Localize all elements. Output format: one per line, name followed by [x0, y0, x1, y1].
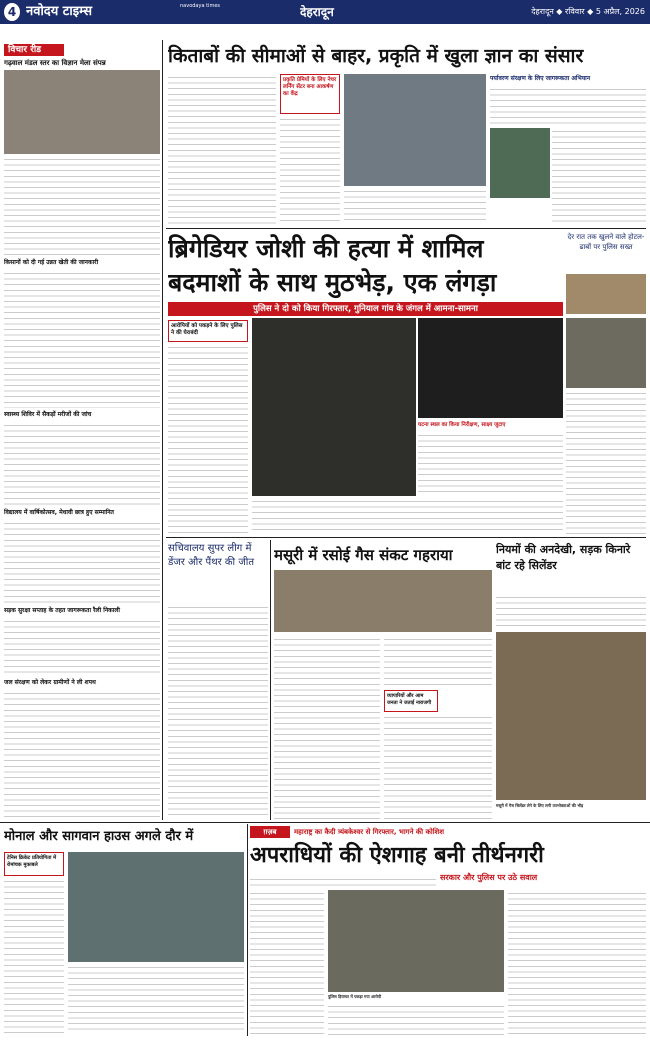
- left-story5-title: सड़क सुरक्षा सप्ताह के तहत जागरूकता रैली निकाली: [4, 607, 120, 614]
- city-label: देहरादून: [300, 5, 334, 19]
- league-divider: [270, 540, 271, 820]
- right-crowd-photo: [566, 318, 646, 388]
- museum-box: प्रकृति प्रेमियों के लिए नेचर लर्निंग सेंटर बना आकर्षण का केंद्र: [280, 74, 340, 114]
- left-story1-body: [4, 156, 160, 256]
- right-teaser: देर रात तक खुलने वाले होटल-ढाबों पर पुलिस सख्त: [567, 233, 645, 251]
- bottom-body-col3: [508, 890, 646, 1036]
- mussoorie-body1: [274, 636, 380, 820]
- cylinder-body: [496, 594, 646, 630]
- top-story-rule: [166, 228, 646, 229]
- top-story-body-left: [168, 74, 276, 224]
- bottom-rule: [0, 822, 650, 823]
- right-story-body: [566, 390, 646, 534]
- main-headline-line1: ब्रिगेडियर जोशी की हत्या में शामिल: [168, 234, 484, 263]
- league-body: [168, 604, 268, 820]
- left-column-tag: विचार रीड: [4, 44, 64, 56]
- issue-date: देहरादून ◆ रविवार ◆ 5 अप्रैल, 2026: [531, 7, 645, 16]
- left-story1-title: गढ़वाल मंडल स्तर का विज्ञान मेला संपन्न: [4, 59, 106, 67]
- main-photo-night: [418, 318, 563, 418]
- top-story-body-bottom: [344, 188, 486, 224]
- cricket-photo: [68, 852, 244, 962]
- mussoorie-body3: [384, 714, 492, 820]
- small-brand: navodaya times: [180, 3, 221, 9]
- main-story-bottom: [252, 498, 563, 534]
- bottom-left-body: [4, 878, 64, 1034]
- left-story6-title: जल संरक्षण को लेकर ग्रामीणों ने ली शपथ: [4, 679, 96, 686]
- main-box: आरोपियों को पकड़ने के लिए पुलिस ने की घेराबंदी: [168, 320, 248, 342]
- main-inset: घटना स्थल का किया निरीक्षण, साक्ष्य जुटाए: [418, 422, 506, 428]
- cylinder-photo: [496, 632, 646, 800]
- top-story-body-mid: [280, 116, 340, 224]
- mussoorie-headline: मसूरी में रसोई गैस संकट गहराया: [274, 546, 453, 564]
- left-story6-body: [4, 690, 160, 820]
- right-teaser-photo: [566, 274, 646, 314]
- arrest-photo-caption: पुलिस हिरासत में पकड़ा गया आरोपी: [328, 994, 382, 999]
- cylinder-photo-caption: मसूरी में गैस सिलेंडर लेने के लिए लगी उपभोक्ताओं की भीड़: [496, 803, 584, 808]
- main-photo-police: [252, 318, 416, 496]
- mussoorie-body2: [384, 636, 492, 688]
- main-headline-line2: बदमाशों के साथ मुठभेड़, एक लंगड़ा: [168, 268, 497, 297]
- left-story2-body: [4, 270, 160, 408]
- masthead: [0, 0, 650, 24]
- cylinder-headline: नियमों की अनदेखी, सड़क किनारे बांट रहे सिलेंडर: [496, 543, 631, 572]
- bottom-left-sub: टेनिस क्रिकेट प्रतियोगिता में रोमांचक मुकाबले: [4, 852, 64, 876]
- left-group-photo: [4, 70, 160, 154]
- bottom-left-headline: मोनाल और सागवान हाउस अगले दौर में: [4, 829, 194, 844]
- mussoorie-inset: व्यापारियों और आम जनता ने जताई नाराजगी: [384, 690, 438, 712]
- main-subhead: पुलिस ने दो को किया गिरफ्तार, गुनियाल गांव के जंगल में आमना-सामना: [168, 302, 563, 316]
- right-top-title: पर्यावरण संरक्षण के लिए जागरूकता अभियान: [490, 75, 591, 82]
- bottom-left-body2: [68, 964, 244, 1034]
- bottom-headline: अपराधियों की ऐशगाह बनी तीर्थनगरी: [250, 843, 544, 868]
- right-top-body2: [552, 128, 646, 224]
- museum-photo: [344, 74, 486, 186]
- right-top-body: [490, 86, 646, 126]
- bottom-body-left: [250, 876, 436, 888]
- arrest-photo: [328, 890, 504, 992]
- left-story2-title: किसानों को दी गई उन्नत खेती की जानकारी: [4, 259, 99, 266]
- paper-name: नवोदय टाइम्स: [26, 4, 93, 19]
- left-column-divider: [162, 40, 163, 820]
- bottom-tag: ग़ज़ब: [250, 826, 290, 838]
- mussoorie-photo: [274, 570, 492, 632]
- main-story-rule: [166, 537, 646, 538]
- left-story3-body: [4, 422, 160, 506]
- main-story-col1: [168, 344, 248, 534]
- left-story4-title: विद्यालय में वार्षिकोत्सव, मेधावी छात्र हुए सम्मानित: [4, 509, 114, 516]
- bottom-body-col2: [328, 1003, 504, 1036]
- bottom-body-col1: [250, 890, 324, 1036]
- left-story5-body: [4, 618, 160, 676]
- bottom-divider: [247, 824, 248, 1036]
- bottom-tag-text: महाराष्ट्र का कैदी त्र्यंबकेश्वर से गिरफ्तार, भागने की कोशिश: [294, 828, 445, 836]
- page-number: 4: [4, 3, 20, 21]
- top-headline: किताबों की सीमाओं से बाहर, प्रकृति में खुला ज्ञान का संसार: [168, 45, 584, 67]
- left-story4-body: [4, 520, 160, 604]
- right-top-photo: [490, 128, 550, 198]
- left-story3-title: स्वास्थ्य शिविर में सैकड़ों मरीजों की जांच: [4, 411, 92, 418]
- bottom-subhead: सरकार और पुलिस पर उठे सवाल: [440, 873, 538, 882]
- main-inset-body: [418, 432, 563, 496]
- league-headline: सचिवालय सुपर लीग में डेंजर और पैंथर की जीत: [168, 543, 255, 568]
